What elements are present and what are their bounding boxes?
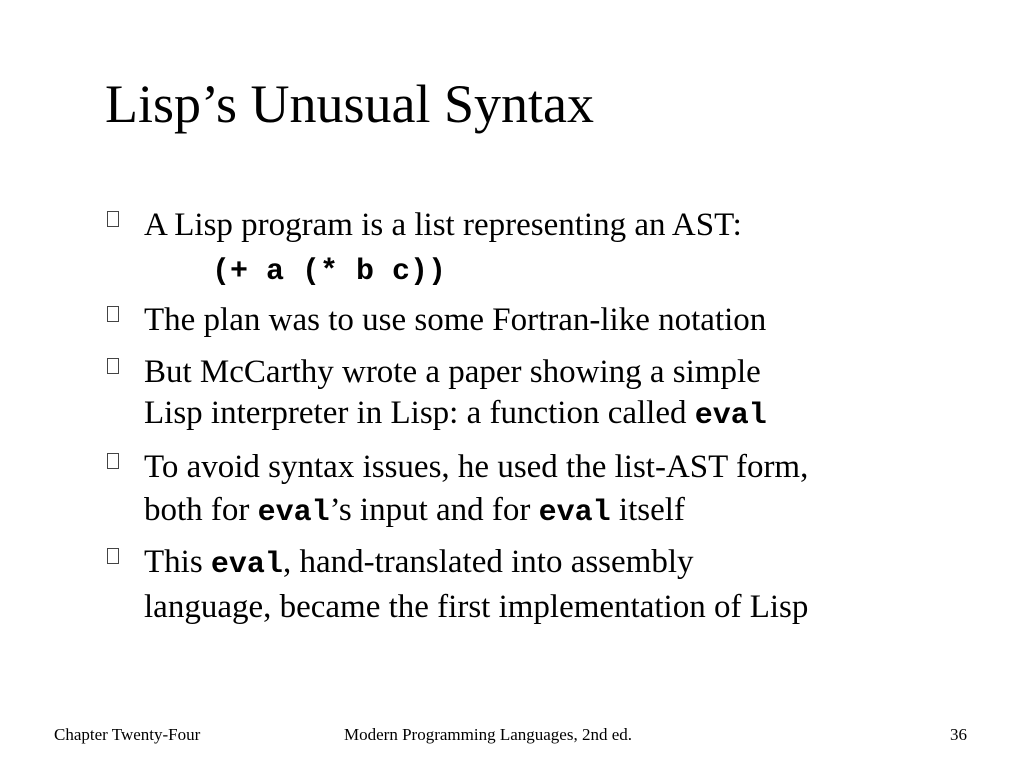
bullet-marker-icon <box>107 306 119 322</box>
text-segment: ’s input and for <box>329 492 539 528</box>
footer-chapter: Chapter Twenty-Four <box>54 725 201 744</box>
text-segment: Lisp interpreter in Lisp: a function called <box>144 395 695 431</box>
bullet-text-line2 <box>144 490 685 533</box>
text-segment: itself <box>610 492 685 528</box>
bullet-text: The plan was to use some Fortran-like notation <box>144 302 767 338</box>
text-segment: both for <box>144 492 258 528</box>
bullet-marker-icon <box>107 211 119 227</box>
text-segment: This <box>144 544 211 580</box>
bullet-text <box>144 542 694 585</box>
bullet-marker-icon <box>107 358 119 374</box>
footer-page-number: 36 <box>950 725 967 744</box>
text-segment: , hand-translated into assembly <box>282 544 694 580</box>
bullet-text: But McCarthy wrote a paper showing a simple <box>144 354 761 390</box>
code-eval: eval <box>538 496 611 530</box>
footer-book-title: Modern Programming Languages, 2nd ed. <box>344 725 632 744</box>
bullet-text: To avoid syntax issues, he used the list-AST form, <box>144 449 809 485</box>
code-eval: eval <box>694 399 767 433</box>
code-eval: eval <box>257 496 330 530</box>
code-eval: eval <box>210 548 283 582</box>
slide-title: Lisp’s Unusual Syntax <box>105 74 595 134</box>
bullet-text-line2: language, became the first implementation of Lisp <box>144 589 809 625</box>
bullet-text: A Lisp program is a list representing an AST: <box>144 207 742 243</box>
bullet-text-line2 <box>144 393 767 436</box>
code-example <box>212 249 446 292</box>
bullet-marker-icon <box>107 548 119 564</box>
bullet-marker-icon <box>107 453 119 469</box>
code-snippet: (+ a (* b c)) <box>212 255 447 289</box>
